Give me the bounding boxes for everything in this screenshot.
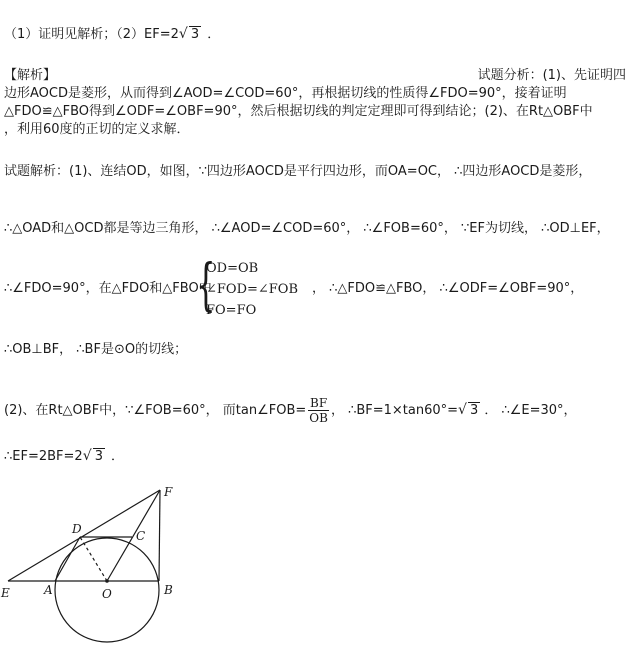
brace-glyph: {	[196, 253, 216, 318]
analysis-tag: 【解析】	[4, 68, 57, 83]
ef-sqrt: √ 3	[83, 448, 105, 466]
bf-sqrt: √ 3	[458, 396, 480, 426]
tan-fraction: $\frac{BF}{OB}$	[309, 396, 328, 425]
label-a: A	[44, 583, 53, 597]
brace-line-1: OD=OB	[206, 261, 259, 276]
solution-line-3-suffix: ， ∴△FDO≌△FBO， ∴∠ODF=∠OBF=90°，	[312, 281, 584, 296]
line-of	[107, 490, 160, 581]
analysis-line-3: ，利用60度的正切的定义求解．	[4, 122, 190, 137]
label-f: F	[164, 485, 173, 499]
label-d: D	[72, 522, 82, 536]
congruence-brace	[196, 253, 304, 320]
line-od-dashed	[80, 537, 107, 581]
analysis-line-1: 边形AOCD是菱形，从而得到∠AOD=∠COD=60°，再根据切线的性质得∠FDO=90°，接着证明	[4, 86, 567, 101]
solution-line-2: ∴△OAD和△OCD都是等边三角形， ∴∠AOD=∠COD=60°， ∴∠FOB=60°， ∵EF为切线， ∴OD⊥EF，	[4, 221, 610, 236]
answer-line: （1）证明见解析；（2）EF=2√ 3 ．	[4, 26, 220, 44]
solution-line-4: ∴OB⊥BF， ∴BF是⊙O的切线；	[4, 342, 188, 357]
label-o: O	[102, 587, 112, 601]
label-e: E	[1, 586, 10, 600]
solution-line-1: 试题解析：(1)、连结OD，如图，∵四边形AOCD是平行四边形，而OA=OC， ∴四边形AOCD是菱形，	[4, 164, 592, 179]
solution-line-5: (2)、在Rt△OBF中，∵∠FOB=60°， 而tan∠FOB= $\frac{BF}{OB}$ ， ∴BF=1×tan60°=√ 3 ． ∴∠E=30°，	[4, 396, 577, 426]
geometry-figure	[0, 484, 200, 654]
solution-line-6: ∴EF=2BF=2√ 3 ．	[4, 448, 124, 466]
line-fb	[159, 490, 160, 581]
answer-prefix: （1）证明见解析；（2）EF=2	[4, 27, 179, 42]
label-b: B	[164, 583, 173, 597]
brace-line-2: ∠FOD=∠FOB	[206, 282, 299, 297]
analysis-label: 试题分析：(1)、先证明四	[477, 68, 626, 83]
solution-line-3-prefix: ∴∠FDO=90°，在△FDO和△FBO中	[4, 281, 212, 296]
center-dot	[105, 579, 109, 583]
line-ad	[55, 537, 80, 581]
label-c: C	[136, 529, 146, 543]
brace-line-3: FO=FO	[206, 303, 257, 318]
answer-sqrt: √ 3	[179, 26, 201, 44]
analysis-line-2: △FDO≌△FBO得到∠ODF=∠OBF=90°，然后根据切线的判定定理即可得到结论；(2)、在Rt△OBF中	[4, 104, 593, 119]
